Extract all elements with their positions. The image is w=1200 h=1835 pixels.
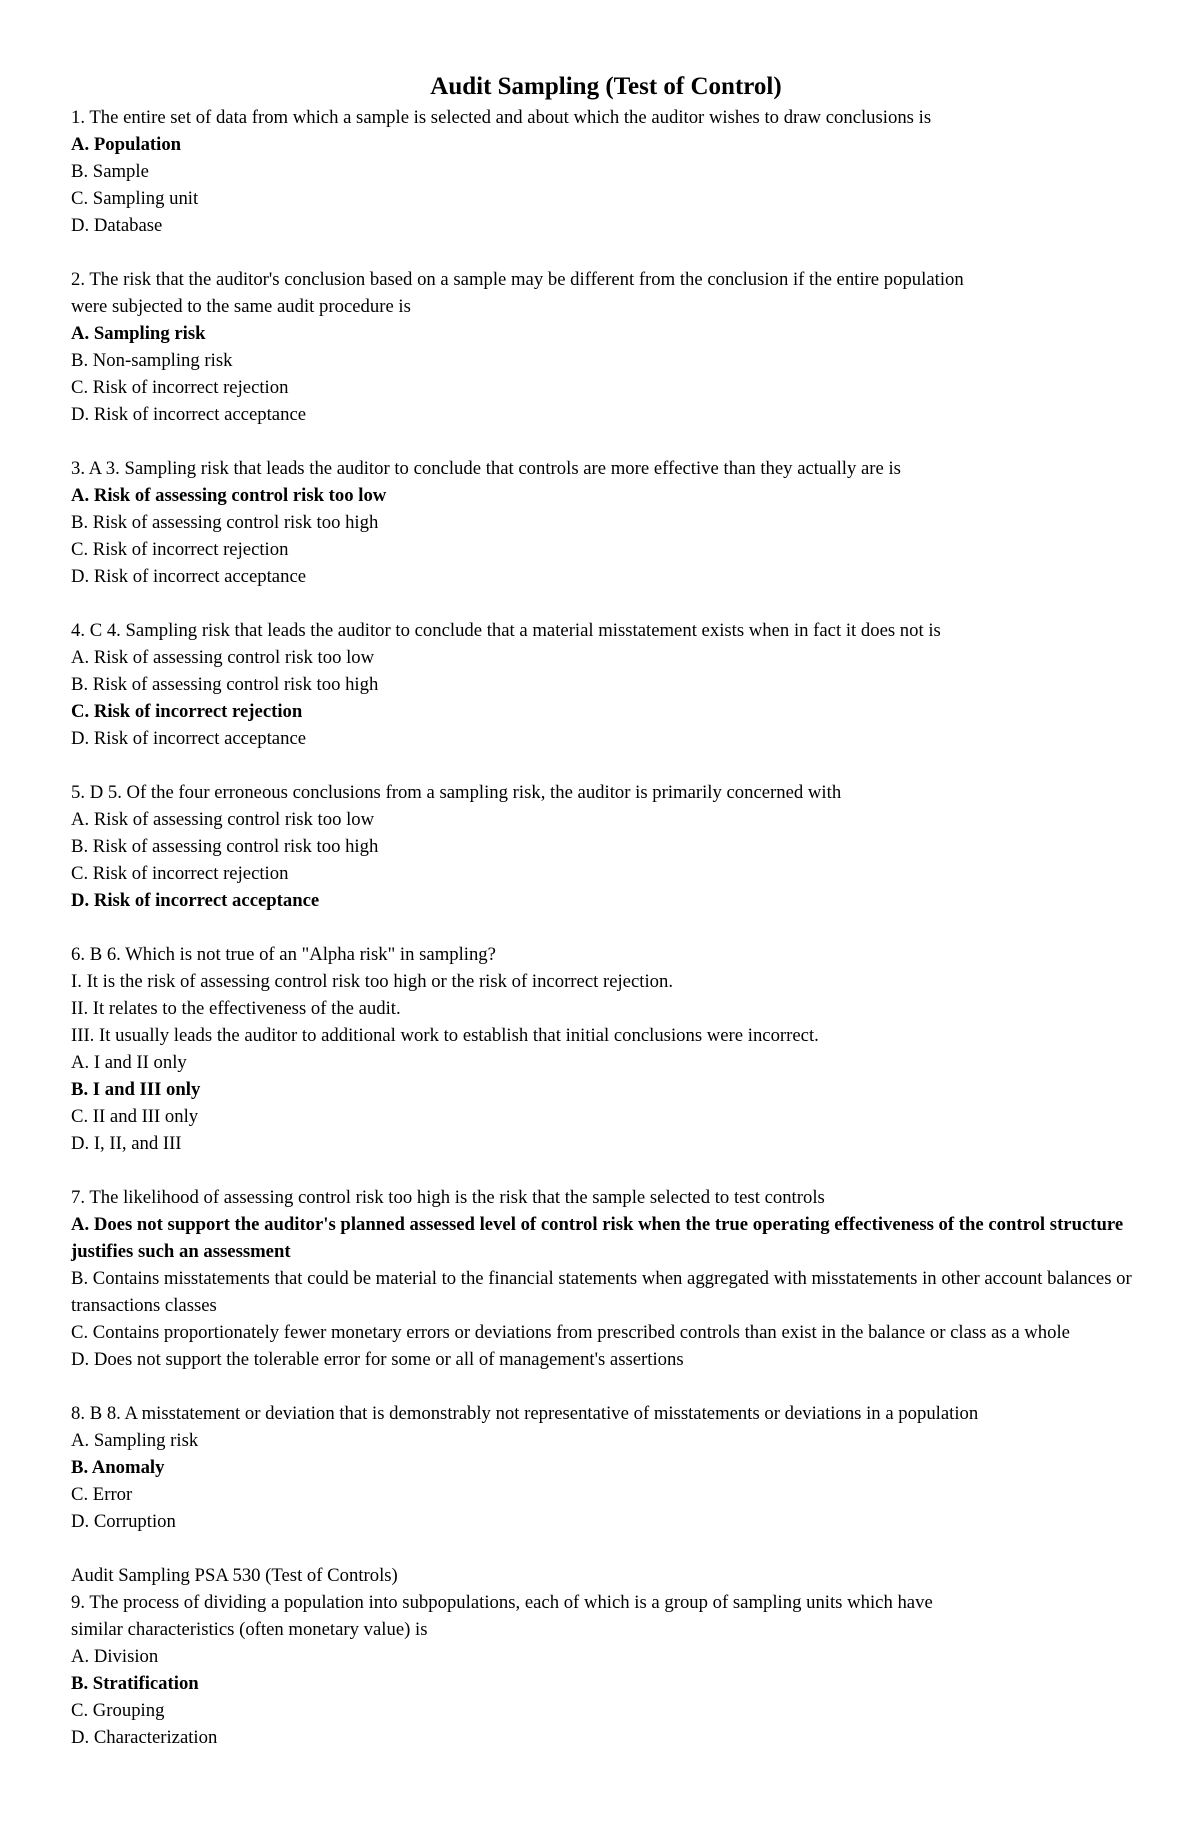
answer-option: D. Characterization xyxy=(71,1727,218,1748)
question-block xyxy=(71,617,1141,752)
question-text: 6. B 6. Which is not true of an "Alpha risk" in sampling? xyxy=(71,944,496,965)
question-text: I. It is the risk of assessing control risk too high or the risk of incorrect rejection. xyxy=(71,971,674,992)
answer-option: A. Division xyxy=(71,1646,159,1667)
answer-option: C. Grouping xyxy=(71,1700,165,1721)
answer-option: B. Risk of assessing control risk too high xyxy=(71,512,379,533)
question-text: similar characteristics (often monetary value) is xyxy=(71,1619,428,1640)
question-block xyxy=(71,266,1141,428)
answer-option-correct: A. Sampling risk xyxy=(71,323,206,344)
answer-option: A. Risk of assessing control risk too low xyxy=(71,647,375,668)
answer-option-correct: A. Risk of assessing control risk too low xyxy=(71,485,387,506)
question-text: were subjected to the same audit procedure is xyxy=(71,296,411,317)
question-block xyxy=(71,1562,1141,1751)
answer-option: C. II and III only xyxy=(71,1106,199,1127)
question-text: 1. The entire set of data from which a sample is selected and about which the auditor wishes to draw conclusions is xyxy=(71,107,932,128)
answer-option: A. Risk of assessing control risk too low xyxy=(71,809,375,830)
answer-option: B. Contains misstatements that could be material to the financial statements when aggregated with misstatements in other account balances or transactions classes xyxy=(71,1268,1132,1316)
answer-option: C. Contains proportionately fewer monetary errors or deviations from prescribed controls than exist in the balance or class as a whole xyxy=(71,1322,1070,1343)
answer-option: B. Sample xyxy=(71,161,149,182)
question-text: Audit Sampling PSA 530 (Test of Controls) xyxy=(71,1565,398,1586)
question-text: 5. D 5. Of the four erroneous conclusions from a sampling risk, the auditor is primarily concerned with xyxy=(71,782,842,803)
answer-option: C. Risk of incorrect rejection xyxy=(71,539,289,560)
answer-option: D. Corruption xyxy=(71,1511,176,1532)
answer-option: C. Risk of incorrect rejection xyxy=(71,863,289,884)
answer-option: B. Risk of assessing control risk too high xyxy=(71,836,379,857)
answer-option: C. Risk of incorrect rejection xyxy=(71,377,289,398)
question-text: 8. B 8. A misstatement or deviation that is demonstrably not representative of misstatements or deviations in a population xyxy=(71,1403,979,1424)
answer-option-correct: B. Anomaly xyxy=(71,1457,165,1478)
answer-option: D. Risk of incorrect acceptance xyxy=(71,404,307,425)
answer-option: D. Risk of incorrect acceptance xyxy=(71,566,307,587)
answer-option: C. Sampling unit xyxy=(71,188,199,209)
question-block xyxy=(71,941,1141,1157)
answer-option-correct: B. Stratification xyxy=(71,1673,199,1694)
answer-option: B. Risk of assessing control risk too high xyxy=(71,674,379,695)
question-text: 2. The risk that the auditor's conclusion based on a sample may be different from the conclusion if the entire population xyxy=(71,269,964,290)
answer-option-correct: A. Does not support the auditor's planned assessed level of control risk when the true operating effectiveness of the control structure justifies such an assessment xyxy=(71,1214,1124,1262)
answer-option: D. I, II, and III xyxy=(71,1133,182,1154)
question-block xyxy=(71,1400,1141,1535)
question-list xyxy=(71,104,1141,1751)
question-text: II. It relates to the effectiveness of the audit. xyxy=(71,998,401,1019)
question-block xyxy=(71,1184,1141,1373)
document-page xyxy=(71,72,1141,1778)
answer-option: C. Error xyxy=(71,1484,133,1505)
document-title: Audit Sampling (Test of Control) xyxy=(430,73,782,100)
answer-option-correct: D. Risk of incorrect acceptance xyxy=(71,890,320,911)
answer-option: A. I and II only xyxy=(71,1052,187,1073)
answer-option: A. Sampling risk xyxy=(71,1430,199,1451)
question-text: 7. The likelihood of assessing control risk too high is the risk that the sample selected to test controls xyxy=(71,1187,825,1208)
question-text: 4. C 4. Sampling risk that leads the auditor to conclude that a material misstatement exists when in fact it does not is xyxy=(71,620,941,641)
answer-option: D. Does not support the tolerable error for some or all of management's assertions xyxy=(71,1349,684,1370)
question-block xyxy=(71,779,1141,914)
answer-option-correct: A. Population xyxy=(71,134,182,155)
question-text: III. It usually leads the auditor to additional work to establish that initial conclusions were incorrect. xyxy=(71,1025,819,1046)
question-text: 9. The process of dividing a population into subpopulations, each of which is a group of sampling units which have xyxy=(71,1592,933,1613)
question-text: 3. A 3. Sampling risk that leads the auditor to conclude that controls are more effective than they actually are is xyxy=(71,458,901,479)
answer-option-correct: B. I and III only xyxy=(71,1079,201,1100)
answer-option-correct: C. Risk of incorrect rejection xyxy=(71,701,303,722)
question-block xyxy=(71,455,1141,590)
question-block xyxy=(71,104,1141,239)
answer-option: B. Non-sampling risk xyxy=(71,350,233,371)
answer-option: D. Database xyxy=(71,215,163,236)
answer-option: D. Risk of incorrect acceptance xyxy=(71,728,307,749)
